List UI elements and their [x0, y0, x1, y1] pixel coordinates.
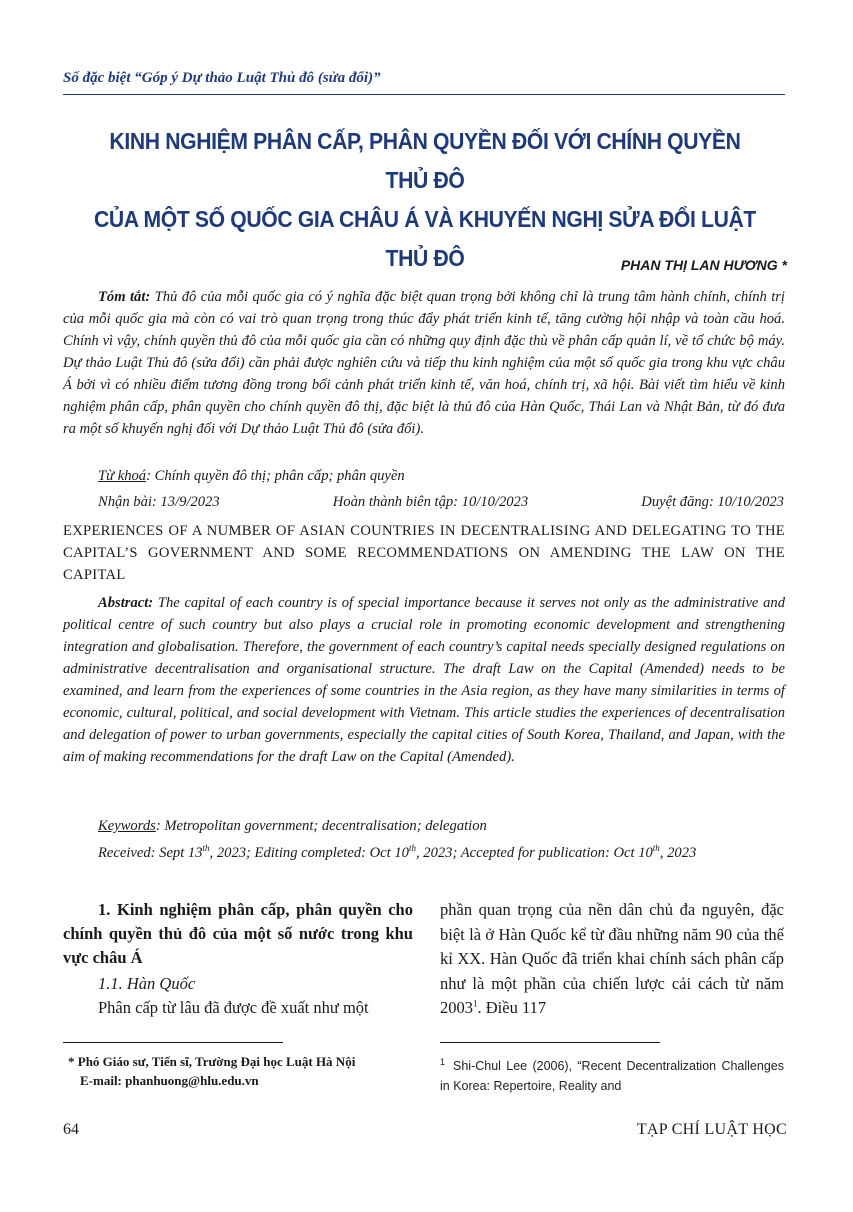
en-keywords-text: : Metropolitan government; decentralisation; delegation — [155, 818, 487, 834]
vn-dates — [98, 494, 784, 511]
subsection-heading: 1.1. Hàn Quốc — [98, 974, 196, 993]
vn-abstract-label: Tóm tắt: — [98, 289, 151, 305]
body-column-left — [63, 898, 413, 1020]
author-affiliation: * Phó Giáo sư, Tiến sĩ, Trường Đại học Luật Hà Nội — [68, 1054, 356, 1069]
footnote-rule-left — [63, 1042, 283, 1043]
en-abstract-text: The capital of each country is of special importance because it serves not only as the administrative and political centre of such country but also plays a crucial role in promoting economic development and strengthening integration and globalisation. Therefore, the government of each country’s capital needs specially designed regulations on administrative decentralisation and organisational structure. The draft Law on the Capital (Amended) needs to be examined, and learn from the experiences of some countries in the Asia region, as they have many similarities in terms of economic, cultural, political, and social development with Vietnam. This article studies the experiences of decentralisation and delegation of power to urban governments, especially the capital cities of South Korea, Thailand, and Japan, with the aim of making recommendations for the draft Law on the Capital (Amended). — [63, 595, 786, 765]
author-footnote — [68, 1052, 413, 1090]
vn-keywords-label: Từ khoá — [98, 468, 147, 484]
page-number: 64 — [63, 1121, 79, 1138]
author-name: PHAN THỊ LAN HƯƠNG * — [620, 257, 787, 273]
en-abstract-label: Abstract: — [98, 595, 154, 611]
en-abstract — [63, 592, 785, 768]
special-issue-header: Số đặc biệt “Góp ý Dự thảo Luật Thủ đô (sửa đổi)” — [63, 70, 381, 86]
received-date: Nhận bài: 13/9/2023 — [98, 494, 220, 510]
footnote-ref[interactable]: 1 — [473, 998, 478, 1009]
header-rule — [63, 94, 785, 95]
body-paragraph-left: Phân cấp từ lâu đã được đề xuất như một — [98, 998, 369, 1017]
en-keywords-label: Keywords — [98, 818, 156, 834]
body-paragraph-right: phần quan trọng của nền dân chủ đa nguyên, đặc biệt là ở Hàn Quốc kể từ đầu những năm 90 của thế kỉ XX. Hàn Quốc đã triển khai chính sách phân cấp như là một phần của chiến lược cải cách từ năm 2003 — [440, 900, 784, 1017]
author-email[interactable]: E-mail: phanhuong@hlu.edu.vn — [80, 1073, 259, 1088]
vn-abstract — [63, 286, 785, 440]
section-heading: 1. Kinh nghiệm phân cấp, phân quyền cho chính quyền thủ đô của một số nước trong khu vực châu Á — [63, 900, 413, 967]
body-column-right: phần quan trọng của nền dân chủ đa nguyên, đặc biệt là ở Hàn Quốc kể từ đầu những năm 90 của thế kỉ XX. Hàn Quốc đã triển khai chính sách phân cấp như là một phần của chiến lược cải cách từ năm 2003$^1$. Điều 117 — [440, 900, 784, 1017]
article-title — [92, 122, 758, 278]
footnote-text: Shi-Chul Lee (2006), “Recent Decentralization Challenges in Korea: Repertoire, Reality and — [440, 1059, 784, 1094]
journal-name: TẠP CHÍ LUẬT HỌC — [636, 1121, 787, 1138]
title-line-2: CỦA MỘT SỐ QUỐC GIA CHÂU Á VÀ KHUYẾN NGHỊ SỬA ĐỔI LUẬT THỦ ĐÔ — [93, 206, 756, 271]
en-keywords — [98, 818, 487, 835]
footnote-rule-right — [440, 1042, 660, 1043]
footnote-1 — [440, 1052, 784, 1096]
vn-keywords — [98, 468, 405, 485]
vn-abstract-text: Thủ đô của mỗi quốc gia có ý nghĩa đặc biệt quan trọng bởi không chỉ là trung tâm hành chính, chính trị của mỗi quốc gia mà còn có vai trò quan trọng trong thúc đẩy phát triển kinh tế, tăng cường hội nhập và toàn cầu hoá. Chính vì vậy, chính quyền thủ đô của mỗi quốc gia cần có những quy định đặc thù về phân cấp quản lí, về tổ chức bộ máy. Dự thảo Luật Thủ đô (sửa đổi) cần phải được nghiên cứu và tiếp thu kinh nghiệm của một số quốc gia trong khu vực châu Á bởi vì có nhiều điểm tương đồng trong bối cảnh phát triển kinh tế, văn hoá, chính trị, xã hội. Bài viết tìm hiểu về kinh nghiệm phân cấp, phân quyền cho chính quyền đô thị, đặc biệt là thủ đô của Hàn Quốc, Thái Lan và Nhật Bản, từ đó đưa ra một số khuyến nghị đối với Dự thảo Luật Thủ đô (sửa đổi). — [63, 289, 785, 437]
en-dates: Received: Sept 13th, 2023; Editing completed: Oct 10th, 2023; Accepted for publication: Oct 10th, 2023 — [98, 843, 697, 861]
title-line-1: KINH NGHIỆM PHÂN CẤP, PHÂN QUYỀN ĐỐI VỚI CHÍNH QUYỀN THỦ ĐÔ — [109, 128, 741, 193]
vn-keywords-text: : Chính quyền đô thị; phân cấp; phân quyền — [146, 468, 405, 484]
footnote-number: 1 — [440, 1057, 446, 1067]
edited-date: Hoàn thành biên tập: 10/10/2023 — [332, 494, 529, 510]
accepted-date: Duyệt đăng: 10/10/2023 — [641, 494, 784, 510]
english-title: EXPERIENCES OF A NUMBER OF ASIAN COUNTRIES IN DECENTRALISING AND DELEGATING TO THE CAPITAL’S GOVERNMENT AND SOME RECOMMENDATIONS ON AMENDING THE LAW ON THE CAPITAL — [63, 523, 785, 583]
